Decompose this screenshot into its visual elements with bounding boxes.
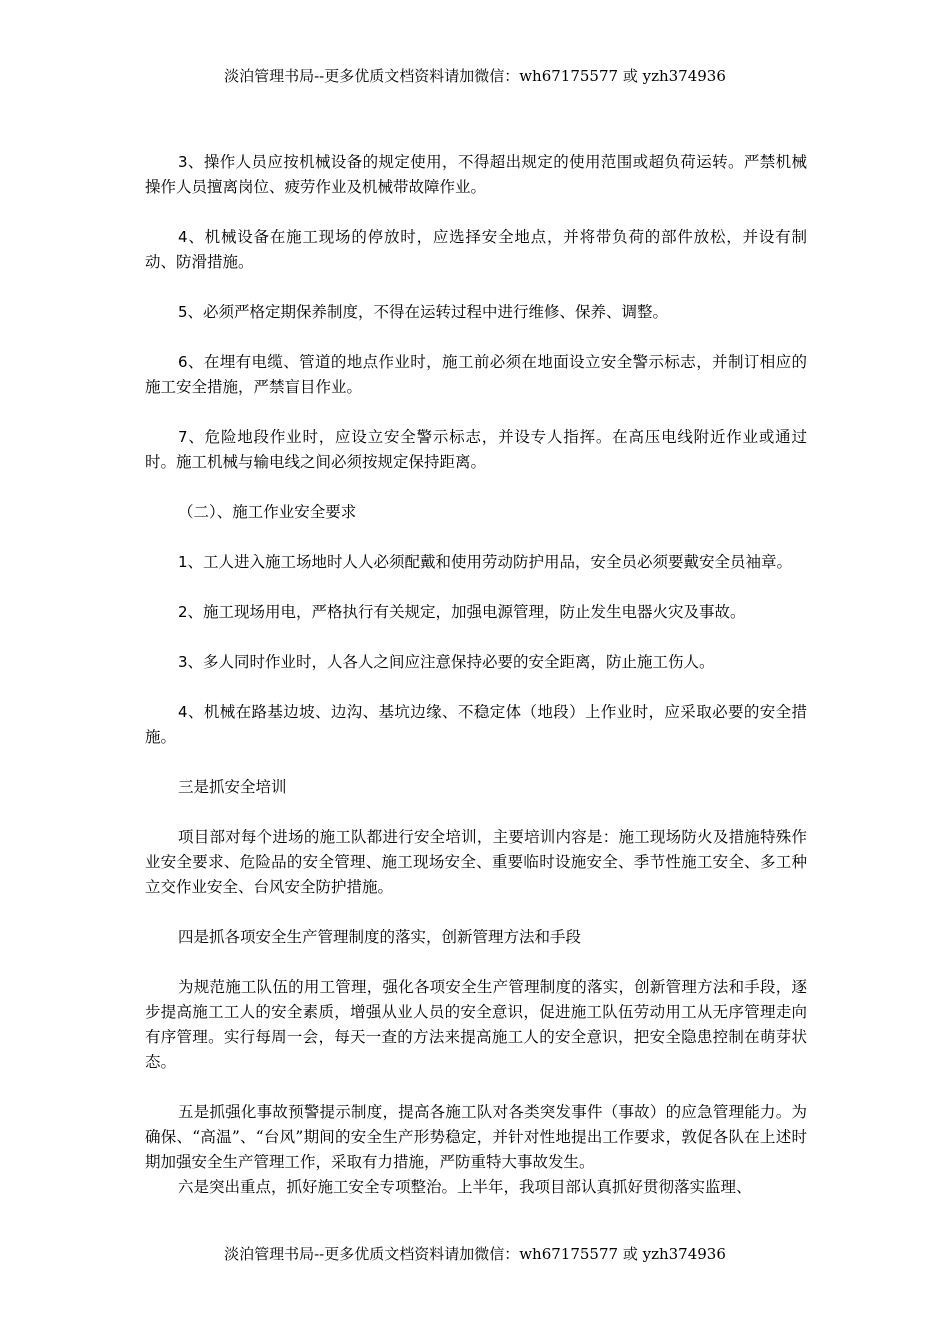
paragraph-item-3: 3、操作人员应按机械设备的规定使用，不得超出规定的使用范围或超负荷运转。严禁机械操作人员擅离岗位、疲劳作业及机械带故障作业。: [145, 153, 807, 196]
paragraph-special-rectification: 六是突出重点，抓好施工安全专项整治。上半年，我项目部认真抓好贯彻落实监理、: [178, 1178, 752, 1196]
paragraph-req-4: 4、机械在路基边坡、边沟、基坑边缘、不稳定体（地段）上作业时，应采取必要的安全措施。: [145, 703, 807, 746]
section-heading-training: 三是抓安全培训: [178, 778, 287, 796]
paragraph-req-3: 3、多人同时作业时，人各人之间应注意保持必要的安全距离，防止施工伤人。: [178, 653, 715, 671]
paragraph-warning: 五是抓强化事故预警提示制度，提高各施工队对各类突发事件（事故）的应急管理能力。为确保、“高温”、“台风”期间的安全生产形势稳定，并针对性地提出工作要求，敦促各队在上述时期加强安全生产管理工作，采取有力措施，严防重特大事故发生。: [145, 1103, 807, 1171]
paragraph-item-5: 5、必须严格定期保养制度，不得在运转过程中进行维修、保养、调整。: [178, 303, 669, 321]
section-heading-construction-safety: （二）、施工作业安全要求: [178, 503, 357, 521]
paragraph-req-2: 2、施工现场用电，严格执行有关规定，加强电源管理，防止发生电器火灾及事故。: [178, 603, 746, 621]
paragraph-req-1: 1、工人进入施工场地时人人必须配戴和使用劳动防护用品，安全员必须要戴安全员袖章。: [178, 553, 793, 571]
paragraph-training: 项目部对每个进场的施工队都进行安全培训，主要培训内容是：施工现场防火及措施特殊作业安全要求、危险品的安全管理、施工现场安全、重要临时设施安全、季节性施工安全、多工种立交作业安全、台风安全防护措施。: [145, 828, 807, 896]
paragraph-management: 为规范施工队伍的用工管理，强化各项安全生产管理制度的落实，创新管理方法和手段，逐步提高施工工人的安全素质，增强从业人员的安全意识，促进施工队伍劳动用工从无序管理走向有序管理。实行每周一会，每天一查的方法来提高施工人的安全意识，把安全隐患控制在萌芽状态。: [145, 978, 807, 1071]
page-header: 淡泊管理书局--更多优质文档资料请加微信：wh67175577 或 yzh374936: [224, 67, 726, 85]
paragraph-item-4: 4、机械设备在施工现场的停放时，应选择安全地点，并将带负荷的部件放松，并设有制动、防滑措施。: [145, 228, 807, 271]
paragraph-item-6: 6、在埋有电缆、管道的地点作业时，施工前必须在地面设立安全警示标志，并制订相应的施工安全措施，严禁盲目作业。: [145, 353, 807, 396]
section-heading-management: 四是抓各项安全生产管理制度的落实，创新管理方法和手段: [178, 928, 582, 946]
document-body: [145, 150, 807, 1200]
paragraph-item-7: 7、危险地段作业时，应设立安全警示标志，并设专人指挥。在高压电线附近作业或通过时。施工机械与输电线之间必须按规定保持距离。: [145, 428, 807, 471]
page-footer: 淡泊管理书局--更多优质文档资料请加微信：wh67175577 或 yzh374936: [224, 1245, 726, 1263]
